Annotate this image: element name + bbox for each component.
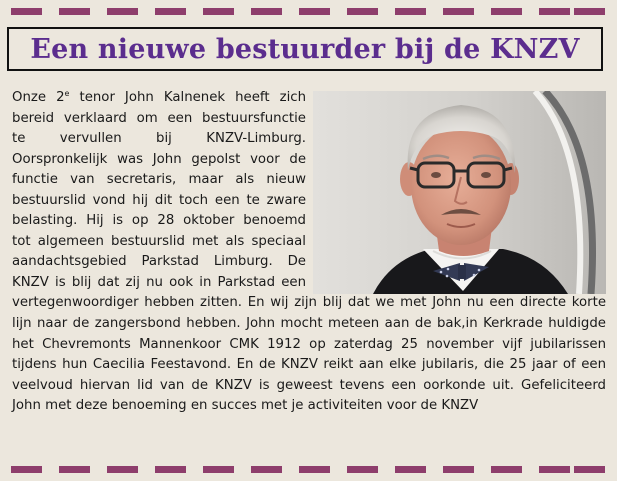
border-dash	[443, 466, 474, 473]
border-dash	[539, 8, 570, 15]
article-line: bereid verklaard om een bestuursfunctie	[12, 110, 306, 126]
border-dash	[155, 466, 186, 473]
article-line-end: tenor John Kalnenek heeft zich	[69, 90, 307, 105]
article-line: veelvoud hiervan lid van de KNZV is geweest tevens een oorkonde uit. Gefeliciteerd	[12, 377, 606, 393]
border-dash	[395, 466, 426, 473]
ordinal-superscript: e	[64, 89, 70, 98]
page-title: Een nieuwe bestuurder bij de KNZV	[30, 33, 580, 65]
border-dash	[11, 466, 42, 473]
border-dash	[347, 466, 378, 473]
border-dash	[251, 8, 282, 15]
border-dash	[203, 8, 234, 15]
bottom-dashed-border	[0, 466, 617, 473]
article-line: lijn naar de zangersbond hebben. John mocht meteen aan de bak,in Kerkrade huldigde	[12, 316, 606, 332]
border-dash	[491, 8, 522, 15]
article-line: John met deze benoeming en succes met je activiteiten voor de KNZV	[12, 398, 479, 414]
article-line: te vervullen bij KNZV-Limburg.	[12, 131, 306, 147]
border-dash	[443, 8, 474, 15]
article-paragraph	[12, 88, 608, 417]
border-dash	[491, 466, 522, 473]
border-dash	[59, 8, 90, 15]
border-dash	[574, 8, 605, 15]
article-line: Oorspronkelijk was John gepolst voor de	[12, 151, 306, 167]
article-line	[12, 88, 306, 109]
top-dashed-border	[0, 8, 617, 15]
article-line: het Chevremonts Mannenkoor CMK 1912 op zaterdag 25 november vijf jubilarissen	[12, 336, 606, 352]
article-line: tot algemeen bestuurslid met als speciaal	[12, 233, 306, 249]
article-line: belasting. Hij is op 28 oktober benoemd	[12, 213, 306, 229]
border-dash	[299, 8, 330, 15]
border-dash	[395, 8, 426, 15]
border-dash	[11, 8, 42, 15]
border-dash	[251, 466, 282, 473]
border-dash	[59, 466, 90, 473]
article-line: vertegenwoordiger hebben zitten. En wij zijn blij dat we met John nu een directe korte	[12, 295, 606, 311]
border-dash	[539, 466, 570, 473]
article-line: tijdens hun Caecilia Feestavond. En de KNZV reikt aan elke jubilaris, die 25 jaar of een	[12, 357, 606, 373]
border-dash	[155, 8, 186, 15]
article-line: aandachtsgebied Parkstad Limburg. De	[12, 254, 306, 270]
title-box	[7, 27, 603, 71]
border-dash	[203, 466, 234, 473]
article-line-start: Onze 2	[12, 90, 65, 105]
article-line: KNZV is blij dat zij nu ook in Parkstad een	[12, 274, 306, 290]
border-dash	[107, 8, 138, 15]
article-text	[12, 88, 608, 417]
article-line: bestuurslid vond hij dit toch een te zware	[12, 192, 306, 208]
border-dash	[299, 466, 330, 473]
border-dash	[107, 466, 138, 473]
border-dash	[347, 8, 378, 15]
border-dash	[574, 466, 605, 473]
article-line: functie van secretaris, maar als nieuw	[12, 172, 306, 188]
